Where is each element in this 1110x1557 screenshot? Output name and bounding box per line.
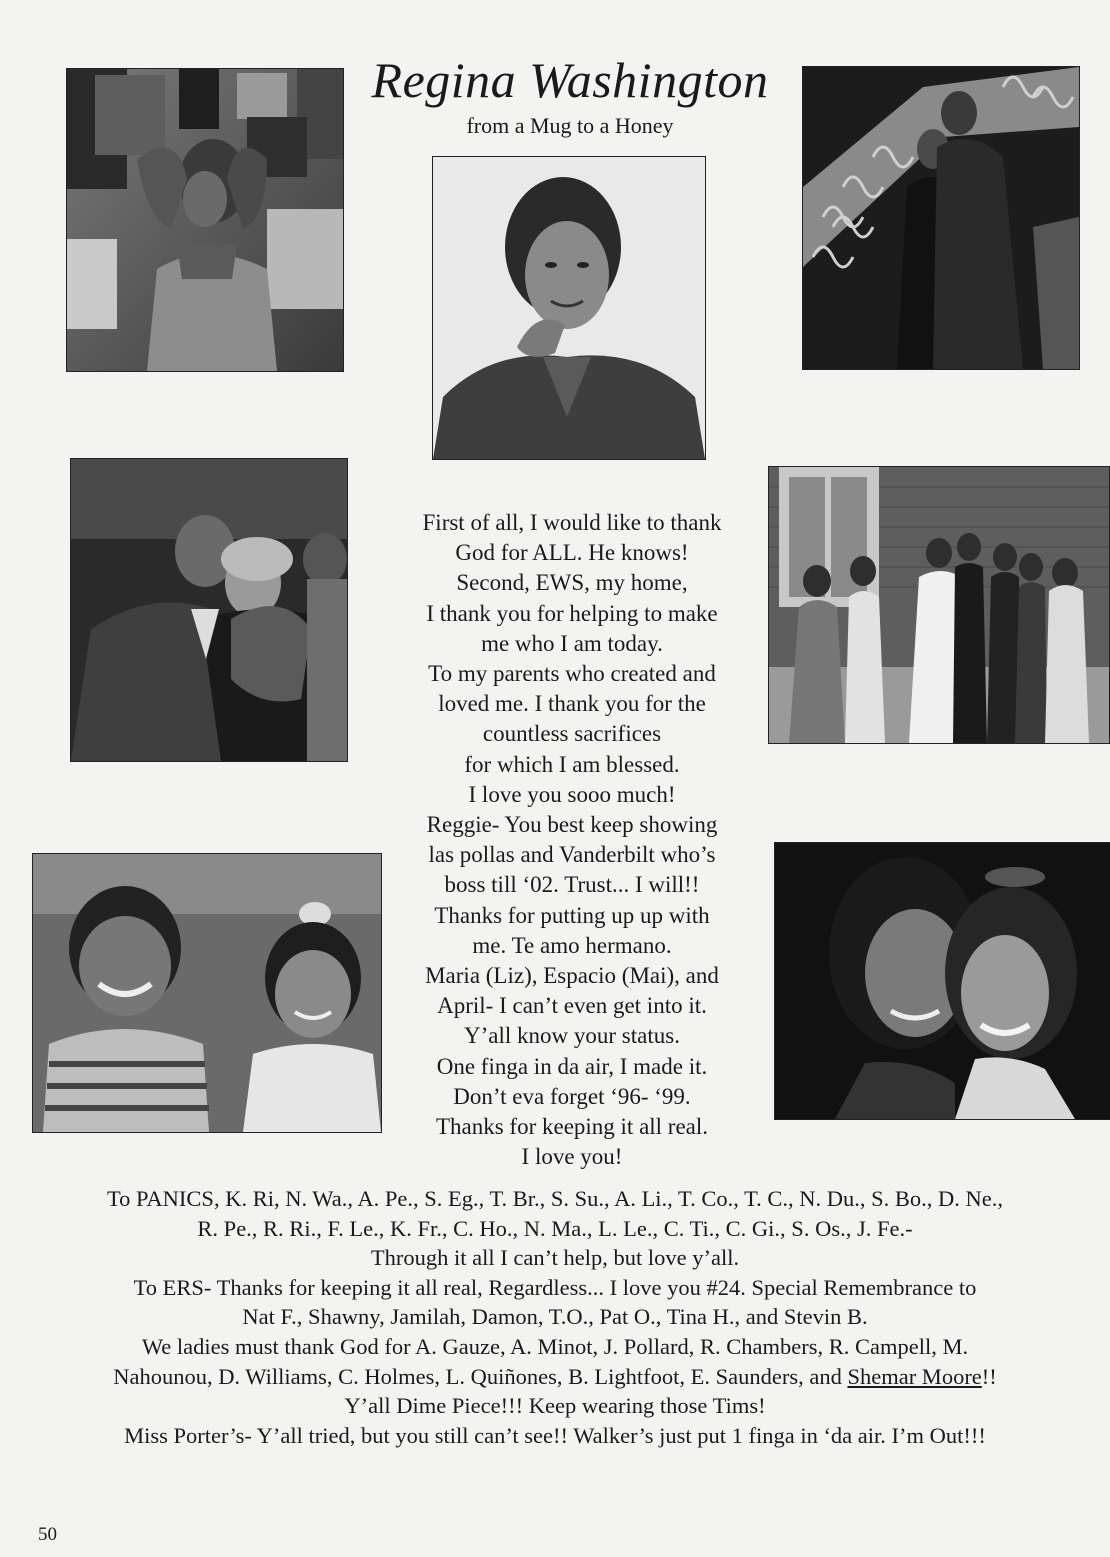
message-line: Don’t eva forget ‘96- ‘99. [453, 1083, 691, 1109]
photo-portrait [432, 156, 706, 460]
message-line: Thanks for keeping it all real. [435, 1114, 709, 1140]
message-line: me. Te amo hermano. [472, 932, 672, 958]
message-line: boss till ‘02. Trust... I will!! [444, 872, 700, 898]
message-line: Reggie- You best keep showing [426, 812, 718, 838]
page-title: Regina Washington [371, 52, 769, 108]
closing-line [0, 1362, 1110, 1392]
photo-group-brick-building [768, 466, 1110, 744]
message-line: To my parents who created and [428, 661, 716, 687]
message-line: countless sacrifices [482, 721, 662, 747]
message-line: Maria (Liz), Espacio (Mai), and [425, 963, 719, 989]
photo-embrace [70, 458, 348, 762]
message-line: loved me. I thank you for the [438, 691, 706, 717]
closing-line-text: Nahounou, D. Williams, C. Holmes, L. Quiñones, B. Lightfoot, E. Saunders, and [113, 1363, 848, 1389]
message-line: April- I can’t even get into it. [437, 993, 707, 1019]
message-line: for which I am blessed. [464, 751, 680, 777]
closing-line: To PANICS, K. Ri, N. Wa., A. Pe., S. Eg., T. Br., S. Su., A. Li., T. Co., T. C., N. Du., S. Bo., D. Ne., [106, 1186, 1004, 1211]
page-number: 50 [38, 1524, 57, 1545]
page-subtitle: from a Mug to a Honey [466, 113, 674, 138]
closing-line: We ladies must thank God for A. Gauze, A. Minot, J. Pollard, R. Chambers, R. Campell, M. [141, 1333, 969, 1359]
message-line: Y’all know your status. [464, 1023, 680, 1049]
message-line: I love you! [521, 1144, 623, 1170]
personal-message [372, 508, 772, 1172]
underlined-name: Shemar Moore [847, 1363, 982, 1389]
message-line: God for ALL. He knows! [455, 540, 689, 566]
closing-line: Miss Porter’s- Y’all tried, but you still can’t see!! Walker’s just put 1 finga in ‘da air. I’m Out!!! [124, 1422, 986, 1448]
photo-couple-staircase [802, 66, 1080, 370]
message-line: Second, EWS, my home, [456, 570, 688, 596]
closing-line: To ERS- Thanks for keeping it all real, Regardless... I love you #24. Special Remembrance to [133, 1274, 977, 1300]
photo-girl-poster-wall [66, 68, 344, 372]
message-line: One finga in da air, I made it. [436, 1053, 708, 1079]
message-line: I thank you for helping to make [426, 600, 718, 626]
closing-dedications [0, 1184, 1110, 1450]
message-line: las pollas and Vanderbilt who’s [428, 842, 716, 868]
message-line: Thanks for putting up up with [434, 902, 710, 928]
closing-line: Nat F., Shawny, Jamilah, Damon, T.O., Pat O., Tina H., and Stevin B. [242, 1304, 868, 1330]
message-line: I love you sooo much! [468, 781, 676, 807]
closing-line: R. Pe., R. Ri., F. Le., K. Fr., C. Ho., N. Ma., L. Le., C. Ti., C. Gi., S. Os., J. Fe.- [197, 1215, 913, 1241]
closing-line: Through it all I can’t help, but love y’all. [370, 1245, 740, 1271]
photo-two-women [774, 842, 1110, 1120]
closing-line-end: !! [981, 1363, 997, 1389]
message-line: me who I am today. [481, 630, 663, 656]
message-line: First of all, I would like to thank [422, 510, 722, 535]
closing-line: Y’all Dime Piece!!! Keep wearing those Tims! [344, 1393, 766, 1419]
photo-boy-and-girl [32, 853, 382, 1133]
